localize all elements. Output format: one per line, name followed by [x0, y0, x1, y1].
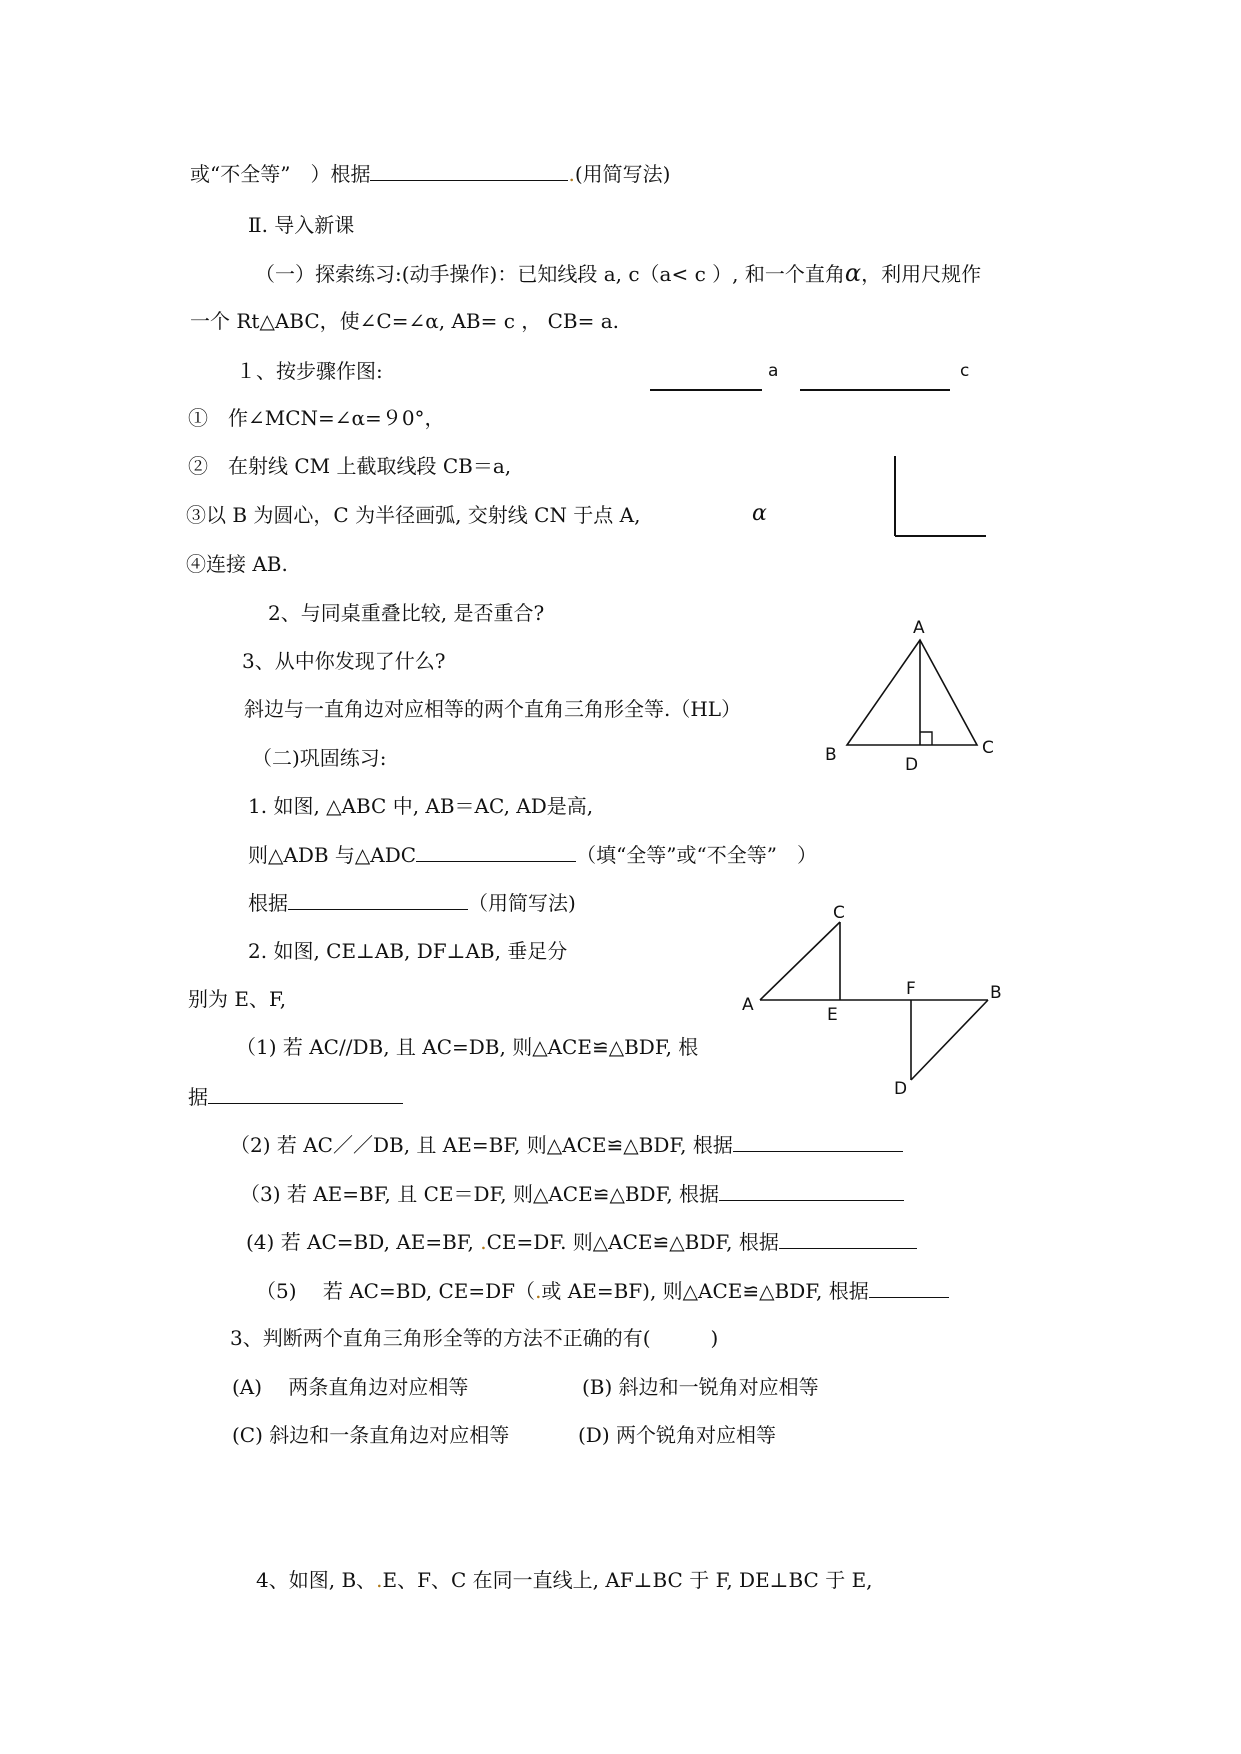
vertex-label-b: B: [825, 745, 837, 765]
problem-1-fill: [248, 841, 817, 868]
vertex-label-c: C: [982, 738, 994, 758]
step-3: ③以 B 为圆心，C 为半径画弧, 交射线 CN 于点 A,: [186, 503, 641, 527]
answer-blank-congruent[interactable]: [416, 841, 576, 862]
case-1-cont: [188, 1083, 403, 1110]
case-2: [230, 1131, 903, 1158]
right-angle-label: α: [752, 501, 767, 526]
hl-conclusion: 斜边与一直角边对应相等的两个直角三角形全等.（HL）: [244, 697, 742, 721]
reason-hint: （用简写法): [468, 891, 576, 915]
case-2-text: （2) 若 AC／／DB, 且 AE=BF, 则△ACE≌△BDF, 根据: [230, 1133, 733, 1157]
option-b: (B) 斜边和一锐角对应相等: [582, 1375, 819, 1399]
segment-c-label: c: [960, 361, 970, 381]
step-4: ④连接 AB.: [186, 552, 288, 576]
problem-4-dot: .: [376, 1568, 383, 1592]
option-d: (D) 两个锐角对应相等: [578, 1423, 776, 1447]
construction-task: 一个 Rt△ABC，使∠C=∠α, AB= c ， CB= a.: [190, 309, 620, 333]
case-3: [240, 1180, 904, 1207]
fig2-label-f: F: [906, 979, 916, 999]
case-5-text-a: （5) 若 AC=BD, CE=DF（: [256, 1279, 536, 1303]
case-4-text-a: (4) 若 AC=BD, AE=BF,: [246, 1230, 481, 1254]
triangle-abc: [847, 640, 977, 745]
fig2-label-b: B: [990, 983, 1002, 1003]
fig2-label-d: D: [894, 1079, 908, 1099]
explore-text: （一）探索练习:(动手操作)：已知线段 a, c（a< c ）, 和一个直角: [255, 262, 845, 286]
problem-3: 3、判断两个直角三角形全等的方法不正确的有( ): [230, 1326, 719, 1350]
answer-blank-case-1[interactable]: [208, 1083, 403, 1104]
case-5-dot: .: [535, 1279, 542, 1303]
problem-4-text-a: 4、如图, B、: [256, 1568, 377, 1592]
answer-blank-case-3[interactable]: [719, 1180, 904, 1201]
problem-1-fill-hint: （填“全等”或“不全等” ）: [576, 843, 817, 867]
fig2-label-c: C: [833, 903, 845, 923]
fig2-label-a: A: [742, 995, 754, 1015]
case-5: [256, 1277, 949, 1304]
line1-dot: .: [568, 162, 575, 186]
answer-blank-case-5[interactable]: [869, 1277, 949, 1298]
case-4-text-b: CE=DF. 则△ACE≌△BDF, 根据: [486, 1230, 779, 1254]
step-1: ① 作∠MCN=∠α=９0°，: [188, 406, 445, 430]
step-heading: １、按步骤作图:: [236, 359, 383, 383]
problem-1-reason: [248, 889, 576, 916]
problem-1-fill-text: 则△ADB 与△ADC: [248, 843, 417, 867]
problem-1: 1. 如图, △ABC 中, AB＝AC, AD是高,: [248, 794, 594, 818]
vertex-label-a: A: [913, 618, 925, 638]
option-c: (C) 斜边和一条直角边对应相等: [232, 1423, 510, 1447]
answer-blank-reason-1[interactable]: [288, 889, 468, 910]
section-heading: Ⅱ. 导入新课: [248, 213, 355, 237]
case-1: （1) 若 AC//DB, 且 AC=DB, 则△ACE≌△BDF, 根: [236, 1035, 699, 1059]
case-4-dot: .: [480, 1230, 487, 1254]
problem-2: 2. 如图, CE⊥AB, DF⊥AB, 垂足分: [248, 939, 568, 963]
right-angle-mark-d: [920, 732, 932, 745]
fig2-label-e: E: [827, 1005, 838, 1025]
case-4: [246, 1228, 917, 1255]
case-5-text-b: 或 AE=BF), 则△ACE≌△BDF, 根据: [541, 1279, 869, 1303]
question-3: 3、从中你发现了什么?: [242, 649, 446, 673]
step-2: ② 在射线 CM 上截取线段 CB＝a,: [188, 454, 512, 478]
explore-text-end: ，利用尺规作: [861, 262, 982, 286]
problem-2-cont: 别为 E、F,: [188, 987, 287, 1011]
problem-4: [256, 1567, 873, 1593]
consolidate-heading: （二)巩固练习:: [252, 746, 387, 770]
segment-db: [911, 1000, 988, 1080]
case-3-text: （3) 若 AE=BF, 且 CE＝DF, 则△ACE≌△BDF, 根据: [240, 1182, 720, 1206]
reason-label: 根据: [248, 891, 288, 915]
line1-note: (用简写法): [574, 162, 671, 186]
case-1-cont-text: 据: [188, 1085, 208, 1109]
segment-a-label: a: [768, 361, 779, 381]
vertex-label-d: D: [905, 755, 919, 775]
option-a: (A) 两条直角边对应相等: [232, 1375, 469, 1399]
answer-blank-case-4[interactable]: [779, 1228, 917, 1249]
line1-text: 或“不全等” ）根据: [190, 162, 371, 186]
segment-ac: [760, 922, 840, 1000]
answer-blank-case-2[interactable]: [733, 1131, 903, 1152]
alpha-symbol: α: [844, 259, 862, 287]
problem-4-text-b: E、F、C 在同一直线上, AF⊥BC 于 F, DE⊥BC 于 E,: [382, 1568, 873, 1592]
question-2: 2、与同桌重叠比较, 是否重合?: [268, 601, 545, 625]
